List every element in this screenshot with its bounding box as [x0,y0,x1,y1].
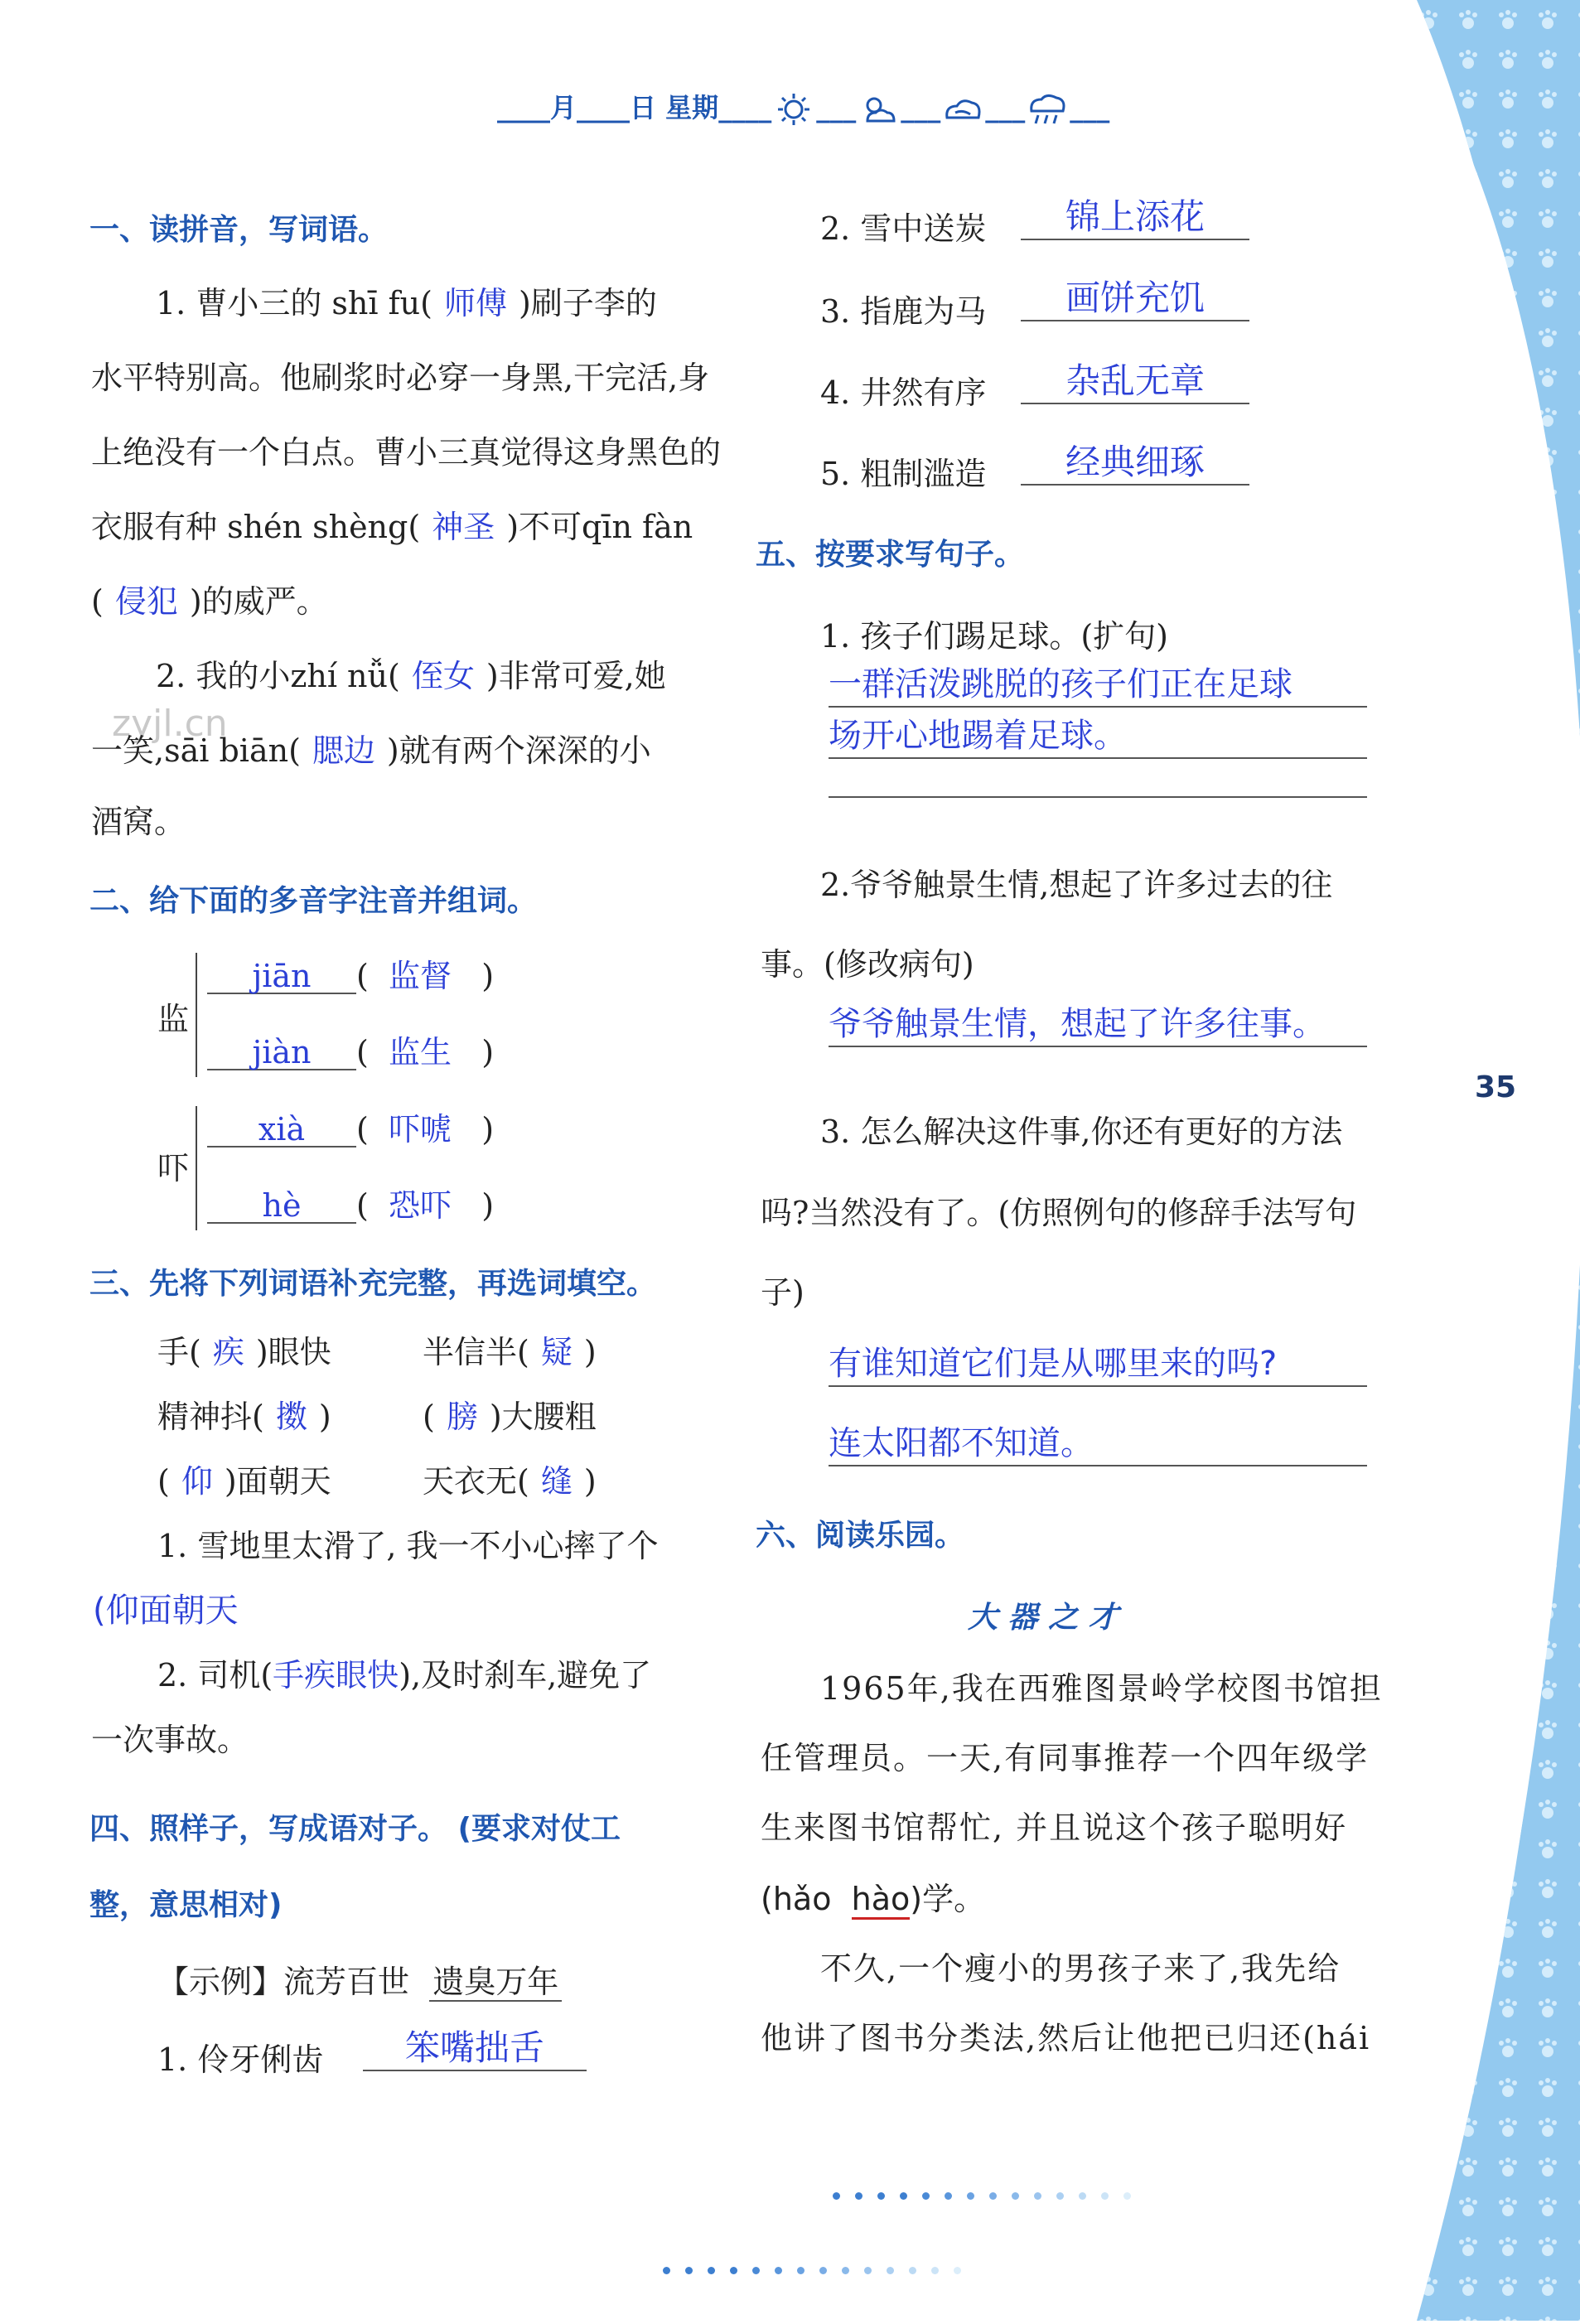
answer-shifu[interactable]: 师傅 [444,285,508,321]
date-weather-header: ____月____日 星期____ ___ ___ ___ ___ [497,87,1109,126]
pinyin-answer[interactable]: hè [207,1189,356,1224]
pinyin-answer[interactable]: jiàn [207,1036,356,1070]
sec4-item-1: 1. 伶牙俐齿 [157,2041,324,2078]
sec4-answer-5[interactable]: 经典细琢 [1021,441,1249,486]
sec1-line-7: 一笑,sāi biān( 腮边 )就有两个深深的小 [91,732,651,769]
page-number: 35 [1475,1070,1517,1104]
idiom-answer[interactable]: 疾 [212,1334,244,1370]
word-answer[interactable]: 吓唬 [388,1111,452,1148]
story-line-4: (hǎo hào)学。 [761,1882,985,1916]
example-answer: 遗臭万年 [429,1964,562,2002]
sec5-answer-3a[interactable]: 有谁知道它们是从哪里来的吗? [829,1342,1367,1387]
sec3-answer-2[interactable]: 手疾眼快 [273,1657,399,1693]
sec4-answer-1[interactable]: 笨嘴拙舌 [363,2027,587,2071]
sec5-question-3-cont: 吗?当然没有了。(仿照例句的修辞手法写句 [761,1195,1357,1231]
section-6-title: 六、阅读乐园。 [756,1519,965,1553]
sec5-question-1: 1. 孩子们踢足球。(扩句) [820,618,1168,655]
word-answer[interactable]: 监生 [388,1034,452,1070]
idiom-answer[interactable]: 仰 [181,1463,213,1500]
story-title: 大 器 之 才 [968,1601,1119,1635]
decorative-sidebar [1408,0,1580,2321]
answer-qinfan[interactable]: 侵犯 [114,583,178,620]
answer-shensheng[interactable]: 神圣 [432,509,495,545]
section-2-title: 二、给下面的多音字注音并组词。 [89,884,538,918]
idiom-row-3b: 天衣无( 缝 ) [423,1463,597,1500]
decorative-dots-2 [663,2262,976,2278]
partly-sunny-icon[interactable] [856,93,901,126]
sec1-line-3: 上绝没有一个白点。曹小三真觉得这身黑色的 [91,434,722,471]
underlined-reading: hào [852,1881,911,1920]
sec1-line-5: ( 侵犯 )的威严。 [91,583,328,620]
pinyin-answer[interactable]: jiān [207,959,356,994]
section-4-title: 四、照样子，写成语对子。 (要求对仗工 [89,1812,621,1846]
sec5-answer-1b[interactable]: 场开心地踢着足球。 [829,714,1367,759]
poly-char-jian: 监 [157,1001,190,1037]
weekday-label: 星期 [665,92,719,123]
idiom-row-1b: 半信半( 疑 ) [423,1334,597,1370]
story-line-3: 生来图书馆帮忙, 并且说这个孩子聪明好 [761,1809,1348,1846]
poly-row-xia-2: hè ( 恐吓 ) [207,1189,494,1224]
poly-row-xia-1: xià ( 吓唬 ) [207,1113,494,1148]
rain-cloud-icon[interactable] [1025,93,1070,126]
idiom-row-1a: 手( 疾 )眼快 [157,1334,331,1370]
section-4-title-cont: 整，意思相对) [89,1888,283,1922]
sec1-line-4: 衣服有种 shén shèng( 神圣 )不可qīn fàn [91,509,693,545]
answer-blank-line [829,795,1367,798]
idiom-answer[interactable]: 疑 [540,1334,573,1370]
section-5-title: 五、按要求写句子。 [756,538,1025,572]
sec5-answer-1a[interactable]: 一群活泼跳脱的孩子们正在足球 [829,663,1367,708]
sidebar-wave-graphic [1408,0,1580,2321]
pinyin-answer[interactable]: xià [207,1113,356,1148]
sec5-answer-2[interactable]: 爷爷触景生情，想起了许多往事。 [829,1003,1367,1047]
sec4-item-5: 5. 粗制滥造 [820,456,987,492]
section-3-title: 三、先将下列词语补充完整，再选词填空。 [89,1267,657,1301]
sec5-question-2-cont: 事。(修改病句) [761,946,974,983]
poly-row-jian-2: jiàn ( 监生 ) [207,1036,494,1070]
sec1-line-2: 水平特别高。他刷浆时必穿一身黑,干完活,身 [91,360,710,396]
day-label: 日 [630,92,657,123]
poly-row-jian-1: jiān ( 监督 ) [207,959,494,994]
sec4-example: 【示例】流芳百世 遗臭万年 [157,1965,562,1998]
poly-char-xia: 吓 [157,1150,190,1186]
story-line-1: 1965年,我在西雅图景岭学校图书馆担 [820,1670,1383,1707]
section-1-title: 一、读拼音，写词语。 [89,213,389,247]
sec5-question-3-cont2: 子) [761,1274,804,1311]
bracket-xia [196,1106,202,1230]
windy-cloud-icon[interactable] [940,93,985,126]
sec3-question-1: 1. 雪地里太滑了, 我一不小心摔了个 [157,1528,659,1564]
sec3-question-2: 2. 司机(手疾眼快),及时刹车,避免了 [157,1657,652,1693]
sec4-item-2: 2. 雪中送炭 [820,210,987,247]
idiom-answer[interactable]: 缝 [540,1463,573,1500]
sec4-item-4: 4. 井然有序 [820,374,987,411]
bracket-jian [196,953,202,1077]
answer-saibian[interactable]: 腮边 [312,732,375,769]
sec4-answer-4[interactable]: 杂乱无章 [1021,360,1249,404]
sec3-answer-1[interactable]: (仰面朝天 [93,1592,239,1630]
word-answer[interactable]: 监督 [388,958,452,994]
idiom-answer[interactable]: 膀 [446,1399,478,1435]
sunny-icon[interactable] [771,93,816,126]
sec5-question-2: 2.爷爷触景生情,想起了许多过去的往 [820,867,1333,903]
watermark: zyjl.cn [112,703,228,745]
story-line-5: 不久,一个瘦小的男孩子来了,我先给 [820,1950,1341,1987]
word-answer[interactable]: 恐吓 [388,1187,452,1224]
sec4-answer-3[interactable]: 画饼充饥 [1021,277,1249,321]
idiom-answer[interactable]: 擞 [275,1399,307,1435]
sec4-answer-2[interactable]: 锦上添花 [1021,196,1249,240]
story-line-2: 任管理员。一天,有同事推荐一个四年级学 [761,1740,1370,1776]
sec5-answer-3b[interactable]: 连太阳都不知道。 [829,1422,1367,1466]
decorative-dots-1 [833,2187,1146,2203]
story-line-6: 他讲了图书分类法,然后让他把已归还(hái [761,2020,1371,2056]
idiom-row-2b: ( 膀 )大腰粗 [423,1399,597,1435]
sec1-line-6: 2. 我的小zhí nǚ( 侄女 )非常可爱,她 [156,658,666,694]
answer-zhinv[interactable]: 侄女 [411,658,475,694]
sec3-question-2-cont: 一次事故。 [91,1722,249,1758]
sec1-line-8: 酒窝。 [91,804,186,840]
idiom-row-3a: ( 仰 )面朝天 [157,1463,331,1500]
sec5-question-3: 3. 怎么解决这件事,你还有更好的方法 [820,1114,1343,1150]
idiom-row-2a: 精神抖( 擞 ) [157,1399,331,1435]
month-label: 月 [550,92,577,123]
sec4-item-3: 3. 指鹿为马 [820,293,987,330]
sec1-line-1: 1. 曹小三的 shī fu( 师傅 )刷子李的 [156,285,657,321]
